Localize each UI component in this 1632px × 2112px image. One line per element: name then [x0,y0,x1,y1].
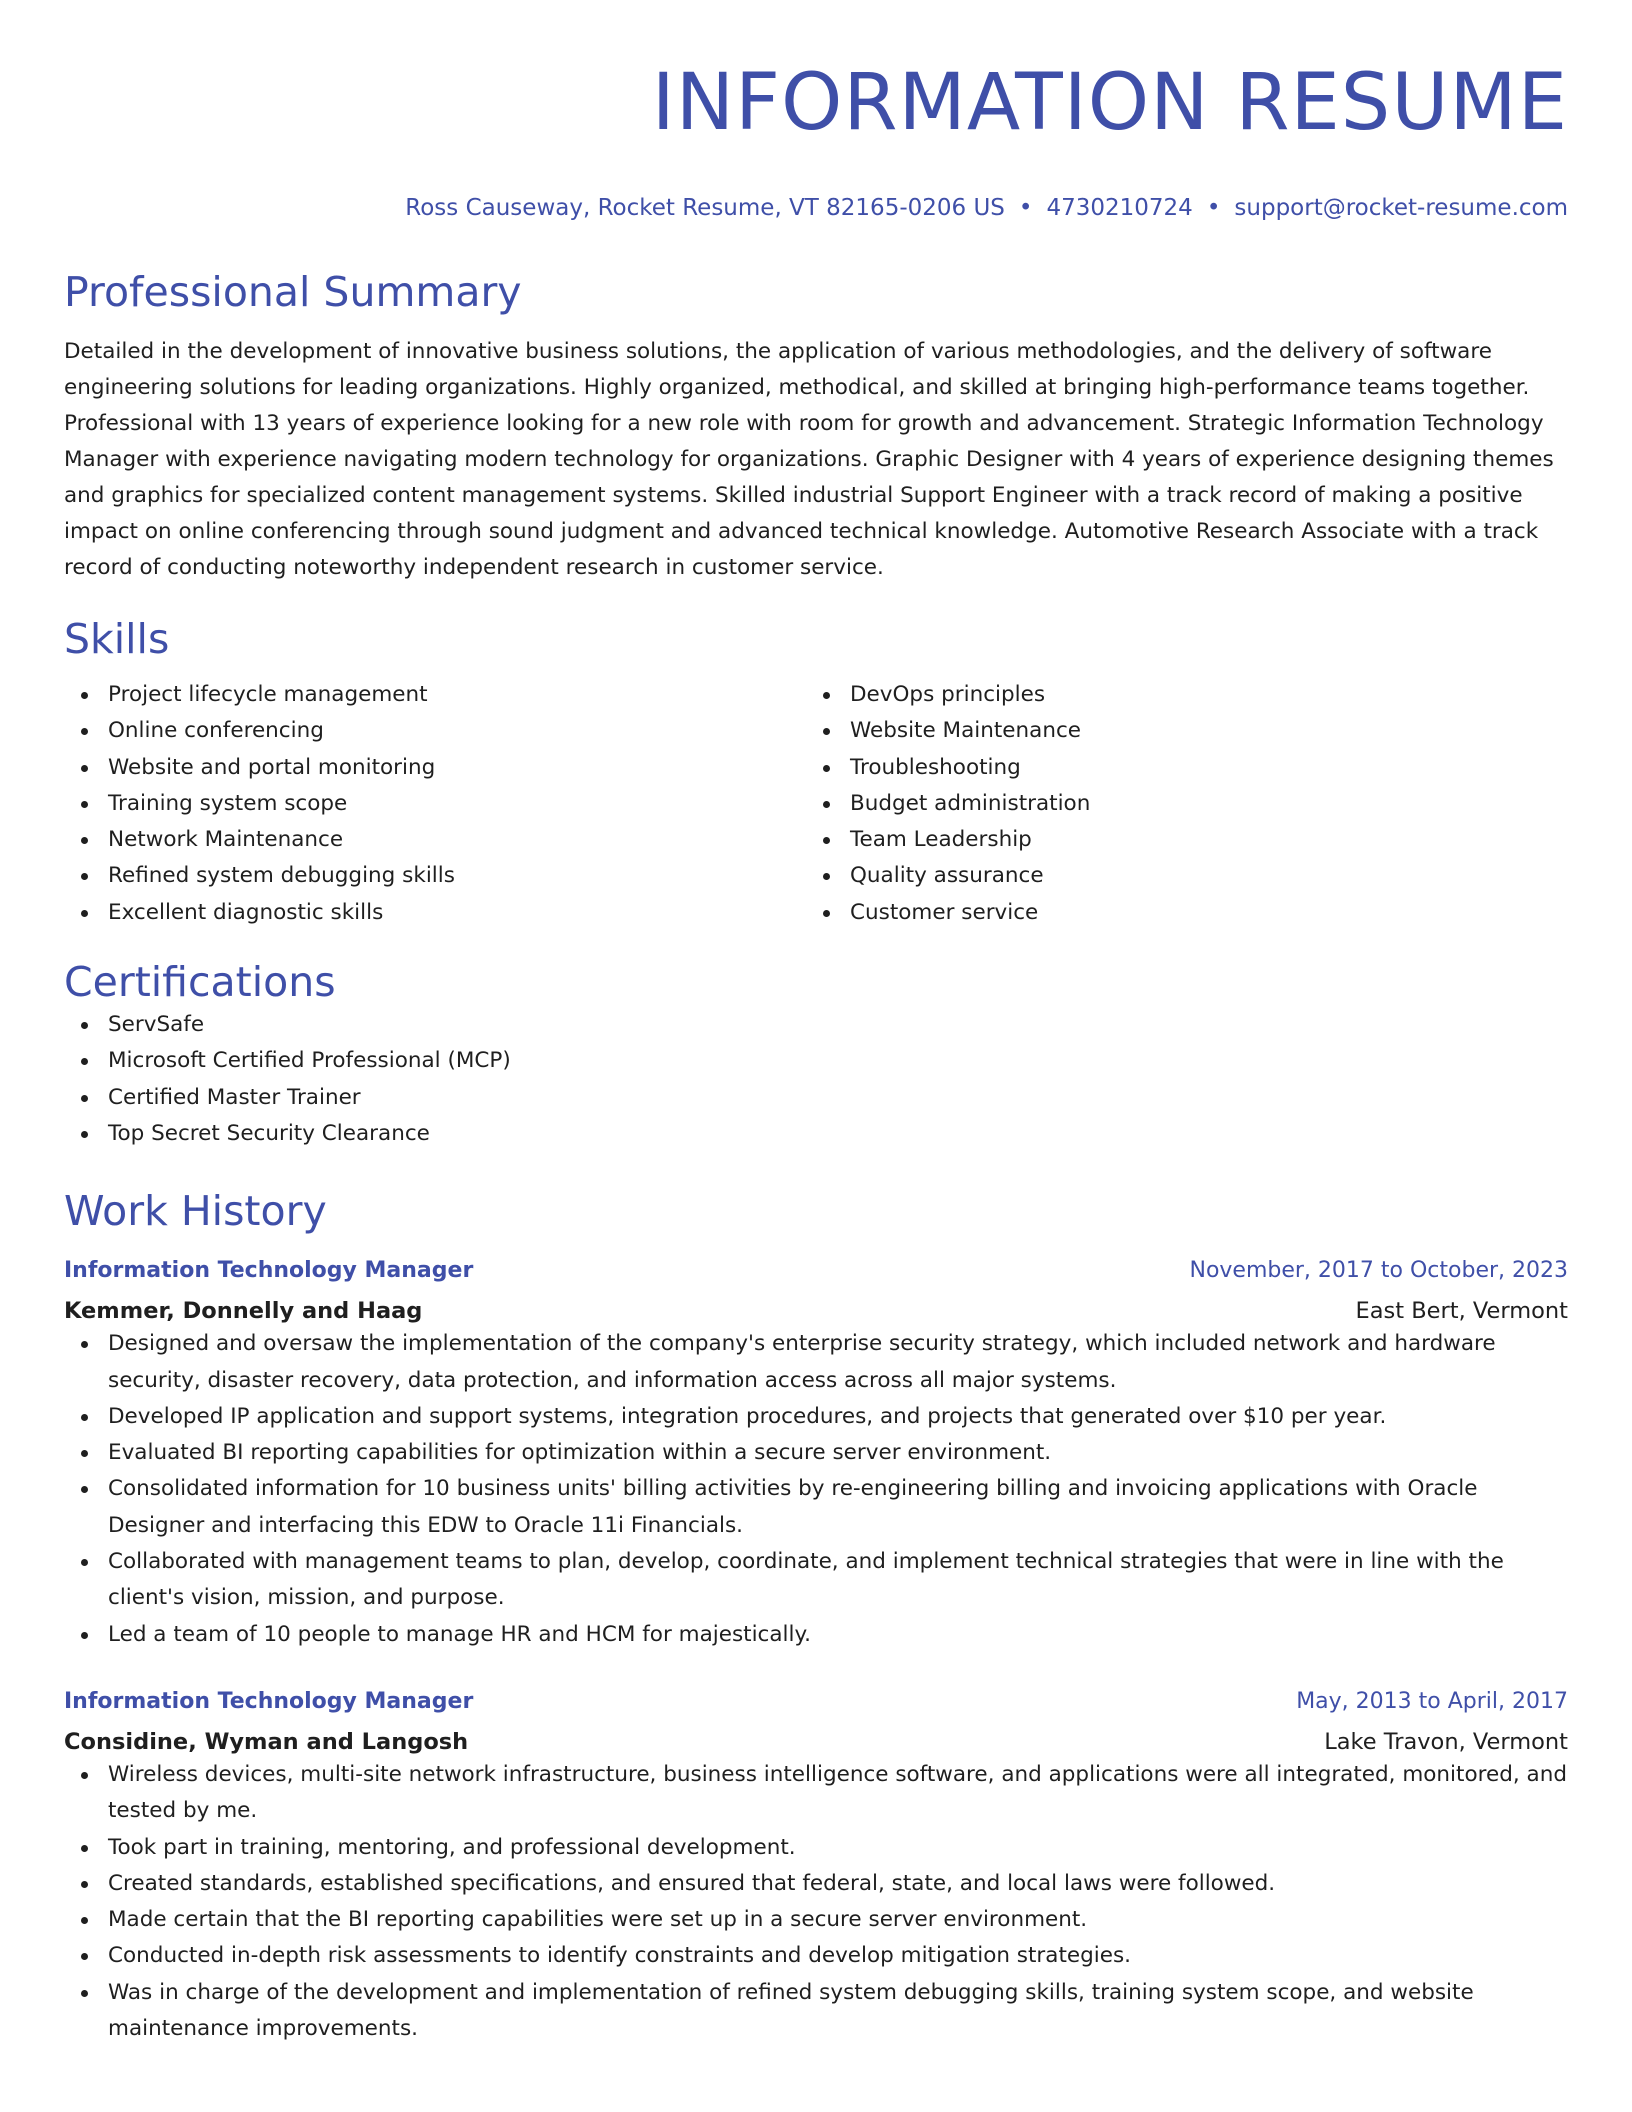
bullet-icon [81,1341,88,1348]
bullet-icon [81,837,88,844]
certification-item: Certified Master Trainer [64,1080,1568,1116]
job-company-row [64,1296,1568,1326]
job-duties-list [64,1326,1568,1653]
skill-item: Network Maintenance [64,822,806,858]
bullet-icon [81,1772,88,1779]
duty-item: Evaluated BI reporting capabilities for optimization within a secure server environment. [64,1435,1568,1471]
bullet-icon [81,1414,88,1421]
duty-item: Made certain that the BI reporting capabilities were set up in a secure server environment. [64,1902,1568,1938]
skill-item: Website and portal monitoring [64,750,806,786]
summary-text: Detailed in the development of innovative business solutions, the application of various methodologies, and the delivery of software engineering solutions for leading organizations. Highly organized, methodical, and skilled at bringing high-performance teams together. Professional with 13 years of experience looking for a new role with room for growth and advancement. Strategic Information Technology Manager with experience navigating modern technology for organizations. Graphic Designer with 4 years of experience designing themes and graphics for specialized content management systems. Skilled industrial Support Engineer with a track record of making a positive impact on online conferencing through sound judgment and advanced technical knowledge. Automotive Research Associate with a track record of conducting noteworthy independent research in customer service. [64,339,1554,580]
bullet-icon [823,873,830,880]
skills-column-left [64,677,806,931]
bullet-icon [81,1881,88,1888]
bullet-icon [823,910,830,917]
certifications-list [64,1007,1568,1152]
skill-item: Project lifecycle management [64,677,806,713]
job-location: Lake Travon, Vermont [1324,1728,1568,1755]
skill-item: Excellent diagnostic skills [64,895,806,931]
certification-item: Top Secret Security Clearance [64,1116,1568,1152]
contact-separator: • [1018,195,1033,221]
resume-title: INFORMATION RESUME [651,58,1568,148]
bullet-icon [81,1131,88,1138]
skill-item: Quality assurance [806,858,1548,894]
skill-item: Troubleshooting [806,750,1548,786]
duty-item: Wireless devices, multi-site network infrastructure, business intelligence software, and applications were all integrated, monitored, and tested by me. [64,1757,1568,1830]
job-duties-list [64,1757,1568,2047]
bullet-icon [81,801,88,808]
contact-email[interactable]: support@rocket-resume.com [1234,195,1568,221]
bullet-icon [81,1486,88,1493]
skills-list [64,677,1568,931]
job-dates: November, 2017 to October, 2023 [1189,1258,1568,1284]
bullet-icon [81,1917,88,1924]
contact-address: Ross Causeway, Rocket Resume, VT 82165-0206 US [405,195,1005,221]
duty-item: Led a team of 10 people to manage HR and HCM for majestically. [64,1617,1568,1653]
bullet-icon [81,1095,88,1102]
bullet-icon [823,837,830,844]
bullet-icon [81,1022,88,1029]
bullet-icon [823,765,830,772]
job-header-row [64,1256,1568,1286]
duty-item: Designed and oversaw the implementation of the company's enterprise security strategy, which included network and hardware security, disaster recovery, data protection, and information access across all major systems. [64,1326,1568,1399]
bullet-icon [81,692,88,699]
bullet-icon [81,1953,88,1960]
skill-item: DevOps principles [806,677,1548,713]
bullet-icon [823,692,830,699]
skill-item: Customer service [806,895,1548,931]
skill-item: Team Leadership [806,822,1548,858]
duty-item: Took part in training, mentoring, and professional development. [64,1830,1568,1866]
certification-item: ServSafe [64,1007,1568,1043]
job-entry [64,1256,1568,1653]
contact-separator: • [1206,195,1221,221]
skill-item: Training system scope [64,786,806,822]
bullet-icon [81,728,88,735]
bullet-icon [823,728,830,735]
job-dates: May, 2013 to April, 2017 [1296,1688,1568,1714]
skill-item: Refined system debugging skills [64,858,806,894]
bullet-icon [81,1632,88,1639]
job-company: Considine, Wyman and Langosh [64,1728,469,1755]
duty-item: Conducted in-depth risk assessments to identify constraints and develop mitigation strategies. [64,1938,1568,1974]
certification-item: Microsoft Certified Professional (MCP) [64,1043,1568,1079]
contact-line [64,193,1568,223]
bullet-icon [81,765,88,772]
skill-item: Budget administration [806,786,1548,822]
duty-item: Developed IP application and support systems, integration procedures, and projects that generated over $10 per year. [64,1399,1568,1435]
skills-heading: Skills [64,615,170,663]
job-location: East Bert, Vermont [1355,1298,1568,1325]
bullet-icon [81,1559,88,1566]
bullet-icon [81,1845,88,1852]
duty-item: Was in charge of the development and implementation of refined system debugging skills, training system scope, and website maintenance improvements. [64,1975,1568,2048]
certifications-heading: Certifications [64,958,336,1007]
job-company: Kemmer, Donnelly and Haag [64,1298,423,1325]
job-role: Information Technology Manager [64,1258,474,1284]
skill-item: Online conferencing [64,713,806,749]
contact-phone: 4730210724 [1046,195,1193,221]
bullet-icon [81,1990,88,1997]
job-role: Information Technology Manager [64,1688,474,1714]
duty-item: Consolidated information for 10 business units' billing activities by re-engineering billing and invoicing applications with Oracle Designer and interfacing this EDW to Oracle 11i Financials. [64,1471,1568,1544]
bullet-icon [823,801,830,808]
bullet-icon [81,873,88,880]
duty-item: Created standards, established specifications, and ensured that federal, state, and local laws were followed. [64,1866,1568,1902]
job-header-row [64,1687,1568,1717]
skills-column-right [806,677,1548,931]
bullet-icon [81,1058,88,1065]
bullet-icon [81,910,88,917]
summary-heading: Professional Summary [64,268,522,316]
bullet-icon [81,1450,88,1457]
job-company-row [64,1727,1568,1757]
duty-item: Collaborated with management teams to plan, develop, coordinate, and implement technical strategies that were in line with the client's vision, mission, and purpose. [64,1544,1568,1617]
work-history-heading: Work History [64,1187,327,1236]
job-entry [64,1687,1568,2047]
skill-item: Website Maintenance [806,713,1548,749]
